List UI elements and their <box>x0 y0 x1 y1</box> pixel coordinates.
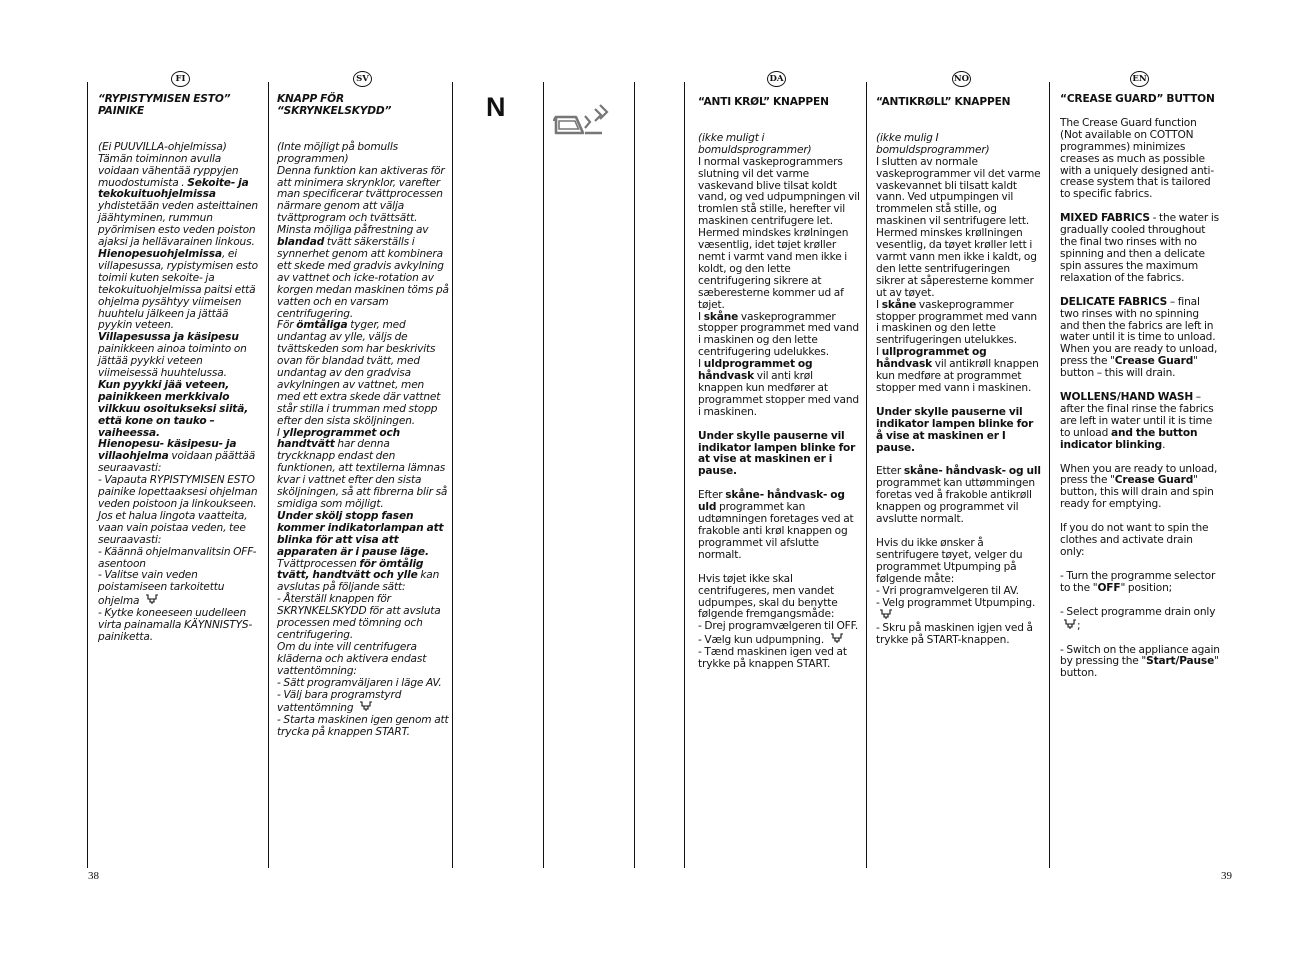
text-run: Om du inte vill centrifugera kläderna och aktivera endast vattentömning: <box>277 640 427 677</box>
paragraph <box>1060 464 1220 512</box>
text-run: - Vri programvelgeren til AV. <box>876 584 1019 597</box>
drain-symbol-icon <box>879 609 893 620</box>
paragraph <box>876 538 1041 647</box>
text-run: Tvättprocessen <box>277 557 360 570</box>
text-run: uldprogrammet og håndvask <box>698 358 813 383</box>
text-run: Jos et halua lingota vaatteita, vaan vain poistaa veden, tee seuraavasti: <box>98 509 248 546</box>
text-run: I slutten av normale vaskeprogrammer vil det varme vaskevannet bli tilsatt kaldt vann. Ved utpumpingen vil trommelen stå stille, og maskinen vil sentrifugere lett. Hermed minskes krøllningen vesentlig, da tøyet krøller lett i varmt vann men ikke i kaldt, og den lette sentrifugeringen sikrer at såperesterne kommer ut av tøyet. <box>876 155 1041 299</box>
language-badge-da: DA <box>767 71 786 87</box>
paragraph <box>876 133 1041 395</box>
text-run: I normal vaskeprogrammers slutning vil det varme vaskevand blive tilsat koldt vand, og ved udpumpningen vil tromlen stå stille, herefter vil maskinen centrifugere let. Hermed mindskes krølningen væsentlig, idet tøjet krøller nemt i varmt vand men ikke i koldt, og den lette centrifugering sikrere at sæberesterne kommer ud af tøjet. <box>698 155 860 311</box>
text-run: If you do not want to spin the clothes and activate drain only: <box>1060 522 1209 558</box>
text-run: – after the final rinse the fabrics are left in water until it is time to unload <box>1060 391 1214 439</box>
text-run: (Inte möjligt på bomulls programmen) <box>277 140 399 165</box>
text-run: - Velg programmet Utpumping. <box>876 596 1036 609</box>
text-run: The Crease Guard function (Not available on COTTON programmes) minimizes creases as much as possible with a uniquely designed anti-crease system that is tailored to specific fabrics. <box>1060 116 1214 201</box>
text-run: vaskeprogrammer stopper programmet med vann i maskinen og den lette sentrifugeringen utelukkes. <box>876 298 1037 347</box>
text-run: skåne- håndvask- og ull <box>903 465 1041 478</box>
text-run: vaskeprogrammer stopper programmet med vand i maskinen og den lette centrifugering udelukkes. <box>698 310 860 359</box>
crease-guard-iron-icon <box>553 103 613 147</box>
text-run: - Drej programvælgeren til OFF. <box>698 620 859 633</box>
language-badge-no: NO <box>952 71 971 87</box>
text-run: Crease Guard <box>1114 355 1194 368</box>
column-divider <box>268 82 269 868</box>
text-run: skåne <box>881 298 917 311</box>
text-run: Hvis du ikke ønsker å sentrifugere tøyet, velger du programmet Utpumping på følgende måte: <box>876 537 1023 585</box>
paragraph <box>1060 607 1220 633</box>
text-run: Crease Guard <box>1114 474 1194 487</box>
text-run: - Valitse vain veden poistamiseen tarkoitettu ohjelma <box>98 569 225 608</box>
paragraph <box>98 142 264 644</box>
text-run: . <box>1162 438 1166 451</box>
text-run: programmet kan udtømningen foretages ved at frakoble anti krøl knappen og programmet vil afslutte normalt. <box>698 501 854 561</box>
page-number-right: 39 <box>1221 870 1232 882</box>
text-run: för ömtålig tvätt, handtvätt och ylle <box>277 557 424 582</box>
text-run: - Select programme drain only <box>1060 605 1216 618</box>
section-title: “CREASE GUARD” BUTTON <box>1060 93 1215 105</box>
text-run: , ei villapesussa, rypistymisen esto toimii kuten sekoite- ja tekokuituohjelmissa paitsi että ohjelma pysähtyy viimeisen huuhtelu jälkeen ja jättää pyykin veteen. <box>98 247 258 332</box>
paragraph <box>698 490 860 561</box>
text-run: WOLLENS/HAND WASH <box>1060 391 1194 404</box>
text-run: programmet kan uttømmingen foretas ved å frakoble antikrøll knappen og programmet vil avslutte normalt. <box>876 477 1035 526</box>
text-run: För <box>277 319 297 332</box>
column-divider <box>87 82 88 868</box>
text-run: - Käännä ohjelmanvalitsin OFF-asentoon <box>98 545 257 570</box>
text-run: MIXED FABRICS <box>1060 212 1150 225</box>
text-run: I <box>698 358 704 371</box>
text-run: I <box>876 346 882 359</box>
text-run: Under skylle pauserne vil indikator lampen blinke for at vise at maskinen er i pause. <box>698 429 856 478</box>
text-run: (ikke mulig I bomuldsprogrammer) <box>876 131 990 156</box>
paragraph <box>876 407 1041 455</box>
column-divider <box>543 82 544 868</box>
column-da <box>698 97 860 671</box>
column-divider <box>1049 82 1050 868</box>
text-run: Under skölj stopp fasen kommer indikatorlampan att blinka för att visa att apparaten är i pause läge. <box>277 509 444 558</box>
text-run: " button – this will drain. <box>1060 355 1198 380</box>
language-badge-sv: SV <box>353 71 372 87</box>
paragraph <box>698 431 860 479</box>
drain-symbol-icon <box>1063 619 1077 630</box>
paragraph <box>1060 523 1220 559</box>
drain-symbol-icon <box>830 633 844 644</box>
text-run: Tämän toiminnon avulla voidaan vähentää ryppyjen muodostumista . <box>98 152 239 189</box>
section-title: “ANTIKRØLL” KNAPPEN <box>876 96 1011 108</box>
text-run: Villapesussa ja käsipesu <box>98 331 239 344</box>
text-run: ullprogrammet og håndvask <box>876 346 987 371</box>
text-run: and the button indicator blinking <box>1060 426 1198 451</box>
section-body <box>1060 118 1220 680</box>
text-run: I <box>277 426 283 439</box>
drain-symbol-icon <box>359 701 373 712</box>
text-run: - Vapauta RYPISTYMISEN ESTO painike lopettaaksesi ohjelman veden poistoon ja linkoukseen. <box>98 474 258 510</box>
paragraph <box>277 142 449 739</box>
text-run: tvätt säkerställs i synnerhet genom att kombinera ett skede med gradvis avkylning av vattnet och icke-rotation av korgen medan maskinen töms på vatten och en varsam centrifugering. <box>277 236 449 320</box>
column-divider <box>866 82 867 868</box>
text-run: tyger, med undantag av ylle, väljs de tvättskeden som har beskrivits ovan för blandad tvätt, med undantag av den gradvisa avkylningen av vattnet, men med ett extra skede där vattnet står stilla i trumman med stopp efter den sista sköljningen. <box>277 319 441 427</box>
text-run: Etter <box>876 465 904 478</box>
text-run: - Återställ knappen för SKRYNKELSKYDD för att avsluta processen med tömning och centrifugering. <box>277 593 441 641</box>
text-run: " button. <box>1060 655 1219 680</box>
paragraph <box>698 574 860 671</box>
text-run: Start/Pause <box>1146 655 1215 668</box>
section-body <box>876 133 1041 647</box>
text-run: I <box>876 298 882 311</box>
text-run: skåne <box>703 310 739 323</box>
column-divider <box>634 82 635 868</box>
text-run: Hienopesuohjelmissa <box>98 247 222 260</box>
text-run: - Sätt programväljaren i läge AV. <box>277 676 442 689</box>
paragraph <box>1060 571 1220 595</box>
paragraph <box>1060 645 1220 681</box>
text-run: (Ei PUUVILLA-ohjelmissa) <box>98 140 227 153</box>
text-run: skåne- håndvask- og uld <box>698 489 845 514</box>
page-number-left: 38 <box>88 870 99 882</box>
paragraph <box>1060 392 1220 452</box>
text-run: ; <box>1077 619 1081 632</box>
text-run: vil antikrøll knappen kun medføre at programmet stopper med vann i maskinen. <box>876 358 1039 394</box>
text-run: - Tænd maskinen igen ved at trykke på knappen START. <box>698 646 847 671</box>
language-badge-fi: FI <box>171 71 190 87</box>
text-run: When you are ready to unload, press the " <box>1060 462 1218 487</box>
text-run: Efter <box>698 489 726 502</box>
column-en <box>1060 94 1220 680</box>
column-divider <box>684 82 685 868</box>
text-run: - Skru på maskinen igjen ved å trykke på START-knappen. <box>876 622 1033 647</box>
text-run: Kun pyykki jää veteen, painikkeen merkkivalo vilkkuu osoitukseksi siitä, että kone on tauko –vaiheessa. <box>98 378 249 439</box>
section-body <box>98 142 264 644</box>
text-run: - Välj bara programstyrd vattentömning <box>277 688 402 715</box>
language-badge-en: EN <box>1130 71 1149 87</box>
drain-symbol-icon <box>145 594 159 605</box>
text-run: Sekoite- ja tekokuituohjelmissa <box>98 176 249 201</box>
section-body <box>277 142 449 739</box>
text-run: (ikke muligt i bomuldsprogrammer) <box>698 131 812 156</box>
text-run: " button, this will drain and spin ready for emptying. <box>1060 474 1214 511</box>
text-run: Hvis tøjet ikke skal centrifugeres, men vandet udpumpes, skal du benytte følgende fremgangsmåde: <box>698 572 838 621</box>
text-run: Under skylle pauserne vil indikator lampen blinke for å vise at maskinen er I pause. <box>876 405 1034 454</box>
text-run: - Turn the programme selector to the " <box>1060 569 1216 594</box>
paragraph <box>1060 297 1220 380</box>
column-divider <box>452 82 453 868</box>
text-run: - Starta maskinen igen genom att trycka på knappen START. <box>277 714 449 739</box>
text-run: ylleprogrammet och handtvätt <box>277 426 401 451</box>
text-run: voidaan päättää seuraavasti: <box>98 450 256 475</box>
text-run: Hienopesu- käsipesu- ja villaohjelma <box>98 438 237 463</box>
text-run: vil anti krøl knappen kun medfører at programmet stopper med vand i maskinen. <box>698 370 860 418</box>
paragraph <box>1060 118 1220 201</box>
text-run: – final two rinses with no spinning and then the fabrics are left in water until it is time to unload. When you are ready to unload, press the " <box>1060 295 1218 368</box>
text-run: OFF <box>1097 581 1121 594</box>
column-fi <box>98 94 264 644</box>
text-run: - Switch on the appliance again by pressing the " <box>1060 643 1220 668</box>
column-sv <box>277 94 449 739</box>
text-run: I <box>698 310 704 323</box>
text-run: yhdistetään veden asteittainen jäähtyminen, rummun pyörimisen esto veden poiston ajaksi ja hellävarainen linkous. <box>98 200 258 249</box>
text-run: " position; <box>1120 581 1173 594</box>
text-run: - Vælg kun udpumpning. <box>698 634 827 647</box>
text-run: ömtåliga <box>296 319 348 332</box>
text-run: - the water is gradually cooled throughout the final two rinses with no spinning and then a delicate spin assures the maximum relaxation of the fabrics. <box>1060 212 1219 284</box>
text-run: painikkeen ainoa toiminto on jättää pyykki veteen viimeisessä huuhtelussa. <box>98 343 247 380</box>
text-run: Denna funktion kan aktiveras för att minimera skrynklor, varefter man specificerar tvättprocessen närmare genom att välja tvättprogram och tvättsätt. <box>277 164 445 225</box>
paragraph <box>1060 213 1220 284</box>
paragraph <box>876 466 1041 526</box>
section-body <box>698 133 860 671</box>
section-title: KNAPP FÖR “SKRYNKELSKYDD” <box>277 93 392 117</box>
text-run: blandad <box>277 236 325 249</box>
text-run: - Kytke koneeseen uudelleen virta painamalla KÄYNNISTYS-painiketta. <box>98 607 253 643</box>
section-letter: N <box>486 92 506 122</box>
text-run: kan avslutas på följande sätt: <box>277 569 440 594</box>
text-run: DELICATE FABRICS <box>1060 295 1168 308</box>
text-run: har denna tryckknapp endast den funktionen, att textilerna lämnas kvar i vattnet efter den sista sköljningen, så att fibrerna blir så smidiga som möjligt. <box>277 438 448 510</box>
column-no <box>876 97 1041 647</box>
paragraph <box>698 133 860 419</box>
text-run: Minsta möjliga påfrestning av <box>277 224 429 237</box>
section-title: “RYPISTYMISEN ESTO” PAINIKE <box>98 93 231 117</box>
section-title: “ANTI KRØL” KNAPPEN <box>698 96 829 108</box>
